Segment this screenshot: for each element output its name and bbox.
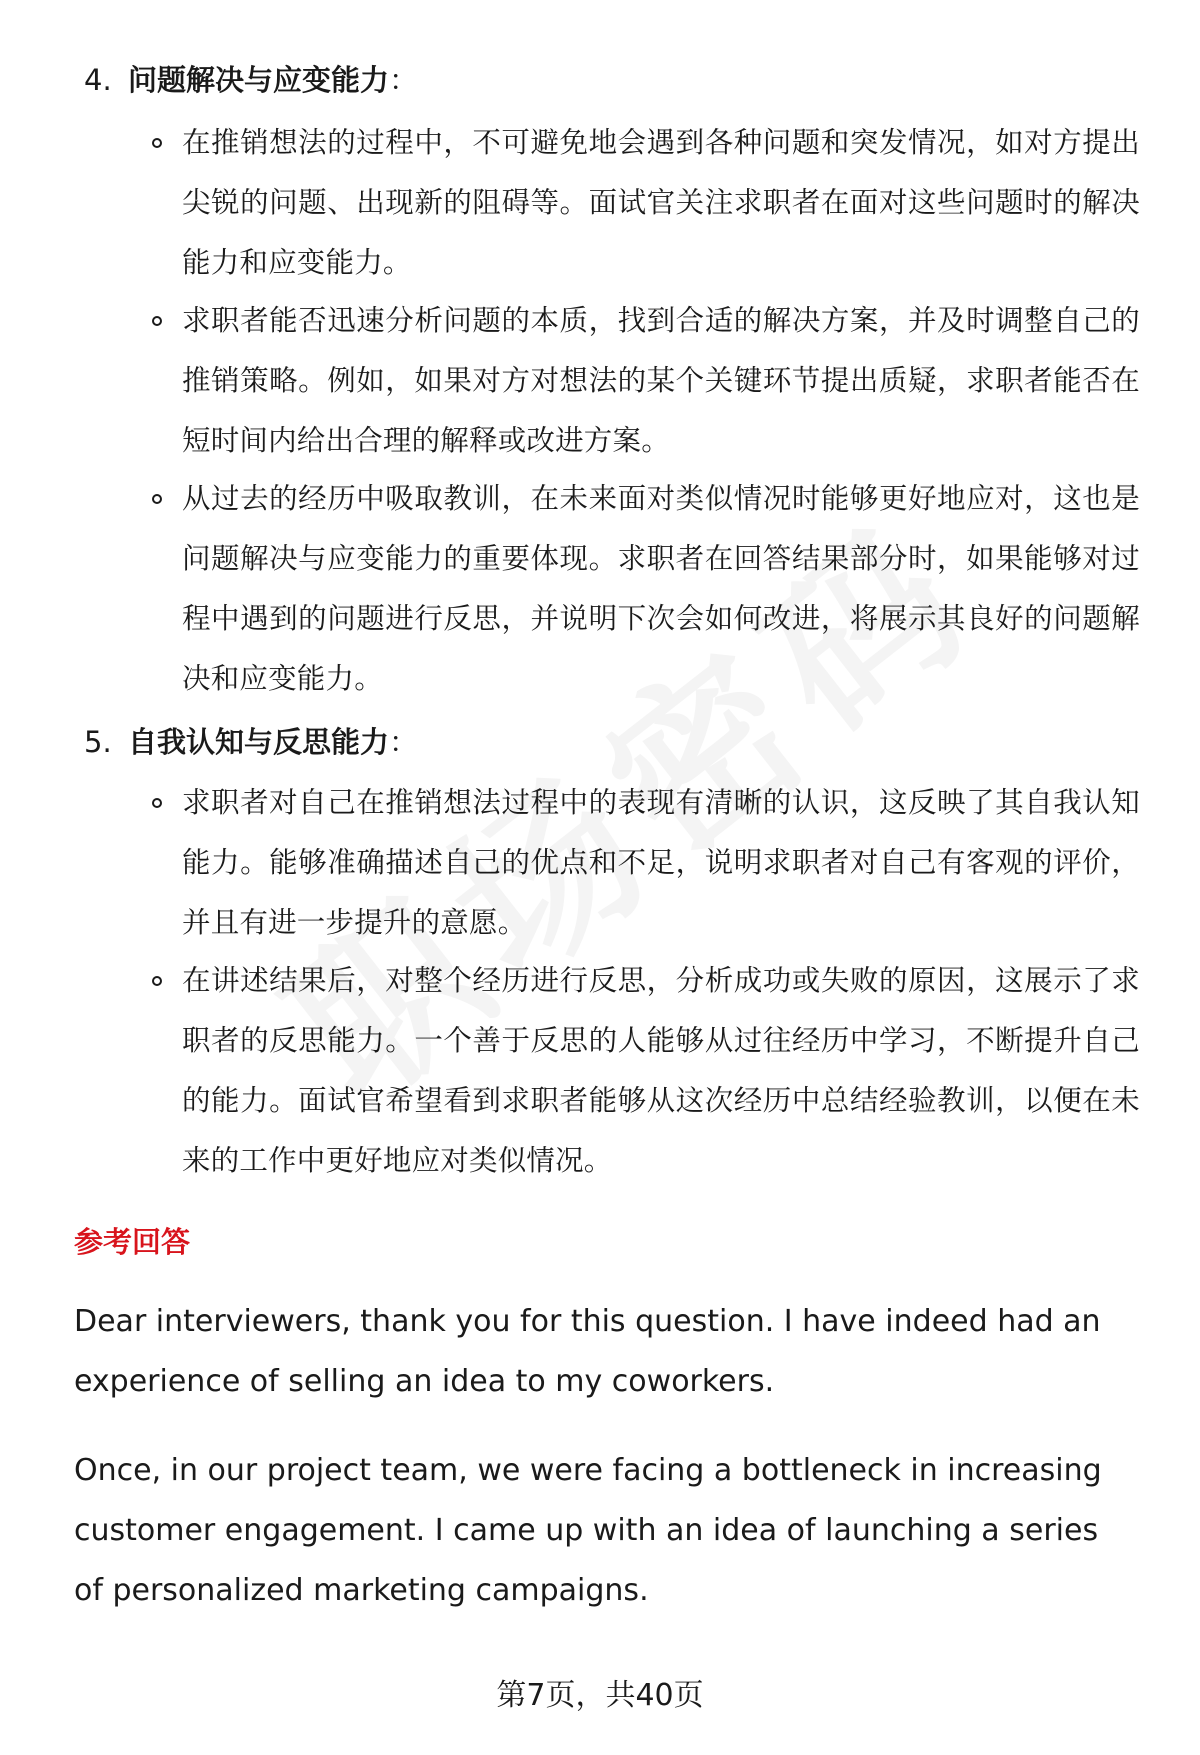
list-item [148, 121, 1140, 293]
list-item-text: 求职者对自己在推销想法过程中的表现有清晰的认识，这反映了其自我认知能力。能够准确描述自己的优点和不足，说明求职者对自己有客观的评价，并且有进一步提升的意愿。 [182, 786, 1140, 939]
answer-paragraph: Dear interviewers, thank you for this question. I have indeed had an experience of selling an idea to my coworkers. [74, 1304, 1101, 1399]
section-number: 4. [84, 63, 112, 97]
section-title: 自我认知与反思能力 [128, 725, 390, 759]
section-suffix: ： [389, 725, 419, 759]
list-item-text: 在推销想法的过程中，不可避免地会遇到各种问题和突发情况，如对方提出尖锐的问题、出现新的阻碍等。面试官关注求职者在面对这些问题时的解决能力和应变能力。 [182, 126, 1140, 279]
list-item [148, 781, 1140, 953]
bullet-circle-icon [152, 138, 162, 148]
bullet-circle-icon [152, 316, 162, 326]
section-heading [84, 60, 418, 100]
bullet-circle-icon [152, 798, 162, 808]
answer-paragraph: Once, in our project team, we were facing a bottleneck in increasing customer engagement. I came up with an idea of launching a series of personalized marketing campaigns. [74, 1453, 1102, 1608]
section-heading [84, 722, 418, 762]
section-title: 问题解决与应变能力 [128, 63, 390, 97]
list-item-text: 从过去的经历中吸取教训，在未来面对类似情况时能够更好地应对，这也是问题解决与应变能力的重要体现。求职者在回答结果部分时，如果能够对过程中遇到的问题进行反思，并说明下次会如何改进，将展示其良好的问题解决和应变能力。 [182, 482, 1140, 695]
list-item [148, 299, 1140, 471]
list-item [148, 477, 1140, 709]
reference-heading: 参考回答 [74, 1225, 191, 1259]
section-suffix: ： [389, 63, 419, 97]
list-item [148, 959, 1140, 1191]
bullet-circle-icon [152, 976, 162, 986]
list-item-text: 在讲述结果后，对整个经历进行反思，分析成功或失败的原因，这展示了求职者的反思能力。一个善于反思的人能够从过往经历中学习，不断提升自己的能力。面试官希望看到求职者能够从这次经历中总结经验教训，以便在未来的工作中更好地应对类似情况。 [182, 964, 1140, 1177]
page-number: 第7页，共40页 [496, 1678, 704, 1713]
bullet-circle-icon [152, 494, 162, 504]
list-item-text: 求职者能否迅速分析问题的本质，找到合适的解决方案，并及时调整自己的推销策略。例如，如果对方对想法的某个关键环节提出质疑，求职者能否在短时间内给出合理的解释或改进方案。 [182, 304, 1140, 457]
section-number: 5. [84, 725, 112, 759]
